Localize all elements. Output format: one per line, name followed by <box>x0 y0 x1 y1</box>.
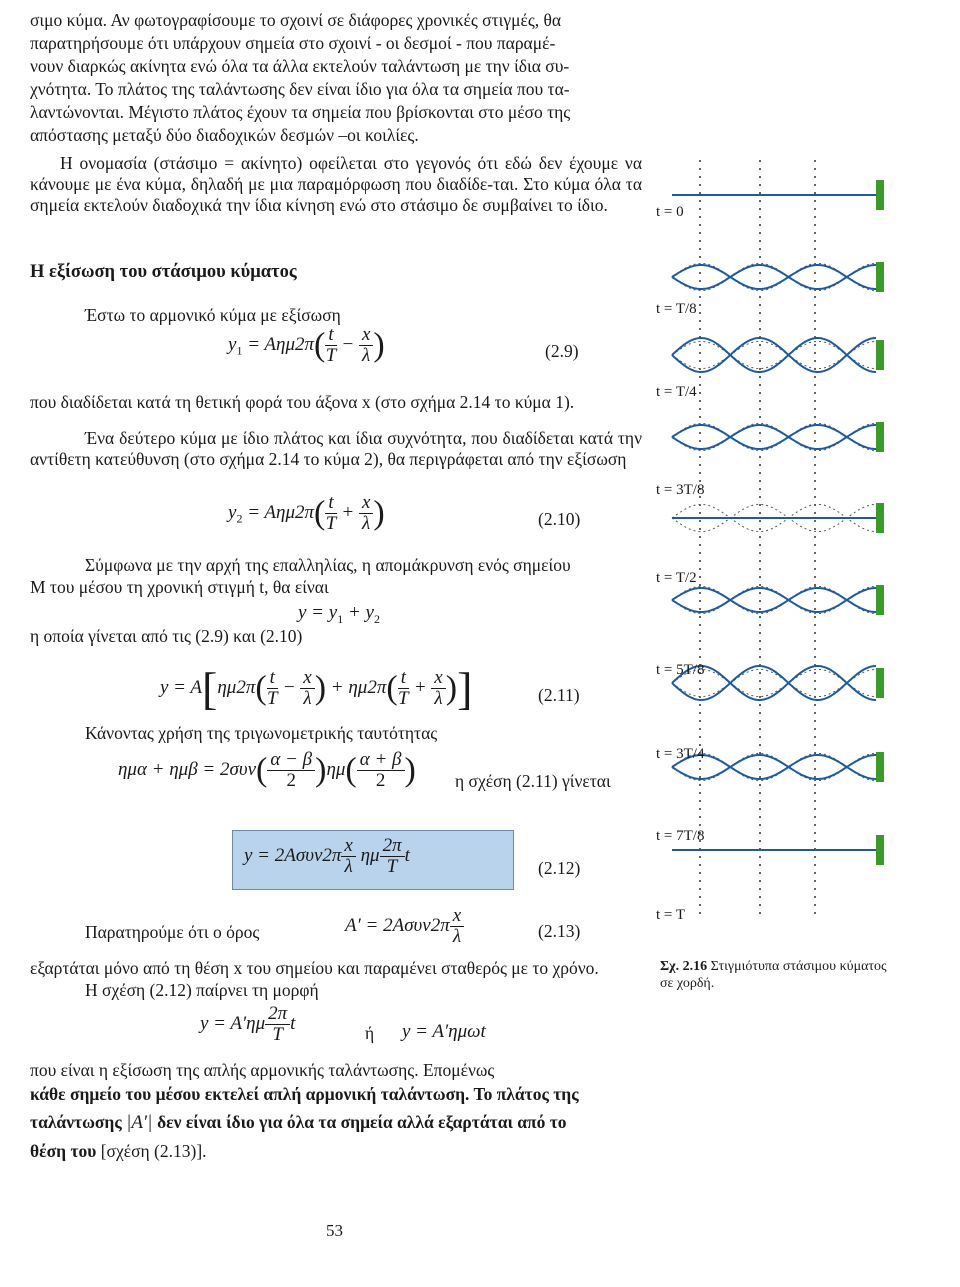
fixed-end-block <box>876 422 884 452</box>
time-label-8: t = T <box>656 907 686 923</box>
equation-2-11: y = A[ημ2π( $\frac{t}{T}$ − $\frac{x}{\lambda}$ ) + ημ2π( $\frac{t}{T}$ + $\frac{x}{\lambda}$ )] <box>160 663 473 714</box>
eq4-number: (2.11) <box>538 685 580 705</box>
eq6-number: (2.12) <box>538 858 581 878</box>
section-heading: Η εξίσωση του στάσιμου κύματος <box>30 262 297 282</box>
time-label-3: t = 3T/8 <box>656 482 705 498</box>
figure-caption <box>660 958 890 992</box>
fixed-end-block <box>876 180 884 210</box>
equation-2-9: $y_1 = A\eta\mu 2\pi$( $\frac{t}{T}$ − $\frac{x}{\lambda}$ ) <box>228 324 385 366</box>
text-superposition: Σύμφωνα με την αρχή της επαλληλίας, η απομάκρυνση ενός σημείου <box>85 555 571 575</box>
time-label-6: t = 3T/4 <box>656 746 705 762</box>
text-from: η οποία γίνεται από τις (2.9) και (2.10) <box>30 626 303 646</box>
intro-line-4: χνότητα. Το πλάτος της ταλάντωσης δεν είναι ίδιο για όλα τα σημεία που τα- <box>30 79 570 99</box>
standing-wave-figure <box>650 150 900 930</box>
equation-trig-identity: ημα + ημβ = 2συν( $\frac{\alpha - \beta}{2}$ )ημ( $\frac{\alpha + \beta}{2}$ ) <box>118 749 416 791</box>
text-positive: που διαδίδεται κατά τη θετική φορά του άξονα x (στο σχήμα 2.14 το κύμα 1). <box>30 392 575 412</box>
text-observe: Παρατηρούμε ότι ο όρος <box>85 922 260 942</box>
fixed-end-block <box>876 340 884 370</box>
eq1-number: (2.9) <box>545 341 579 361</box>
text-let: Έστω το αρμονικό κύμα με εξίσωση <box>85 305 341 325</box>
equation-shm-form: y = A′ημ $\frac{2\pi}{T}$ t <box>200 1003 296 1045</box>
intro-line-3: νουν διαρκώς ακίνητα ενώ όλα τα άλλα εκτελούν ταλάντωση με την ίδια συ- <box>30 56 570 76</box>
intro-line-1: σιμο κύμα. Αν φωτογραφίσουμε το σχοινί σε διάφορες χρονικές στιγμές, θα <box>30 10 562 30</box>
fixed-end-block <box>876 752 884 782</box>
name-paragraph: Η ονομασία (στάσιμο = ακίνητο) οφείλεται στο γεγονός ότι εδώ δεν έχουμε να κάνουμε με ένα κύμα, δηλαδή με μια παραμόρφωση που διαδίδε-ται. Στο κύμα όλα τα σημεία εκτελούν διαδοχικά την ίδια κίνηση ενώ στο στάσιμο δε συμβαίνει το ίδιο. <box>30 153 642 215</box>
equation-sum: $y = y_1 + y_2$ <box>298 602 380 626</box>
equation-shm-omega: y = A′ημωt <box>402 1021 486 1042</box>
text-identity: Κάνοντας χρήση της τριγωνομετρικής ταυτότητας <box>85 723 438 743</box>
fixed-end-block <box>876 585 884 615</box>
text-point-m: Μ του μέσου τη χρονική στιγμή t, θα είναι <box>30 577 329 597</box>
intro-line-6: απόστασης μεταξύ δύο διαδοχικών δεσμών –οι κοιλίες. <box>30 125 419 145</box>
time-label-4: t = T/2 <box>656 570 697 586</box>
intro-line-5: λαντώνονται. Μέγιστο πλάτος έχουν τα σημεία που βρίσκονται στο μέσο της <box>30 102 571 122</box>
text-ref: [σχέση (2.13)]. <box>100 1141 207 1161</box>
text-bold-2: ταλάντωσης |A′| δεν είναι ίδιο για όλα τα σημεία αλλά εξαρτάται από το <box>30 1112 567 1133</box>
fixed-end-block <box>876 835 884 865</box>
text-or: ή <box>365 1023 375 1043</box>
page-number: 53 <box>326 1221 343 1240</box>
text-bold-2a: ταλάντωσης <box>30 1112 122 1132</box>
text-form: Η σχέση (2.12) παίρνει τη μορφή <box>85 980 319 1000</box>
text-bold-3 <box>30 1141 207 1162</box>
equation-2-10: $y_2 = A\eta\mu 2\pi$( $\frac{t}{T}$ + $\frac{x}{\lambda}$ ) <box>228 492 385 534</box>
time-label-7: t = 7T/8 <box>656 828 705 844</box>
time-label-1: t = T/8 <box>656 301 697 317</box>
equation-2-12: y = 2Aσυν2π $\frac{x}{\lambda}$ ημ $\frac{2\pi}{T}$ t <box>244 835 410 877</box>
eq7-number: (2.13) <box>538 921 581 941</box>
figure-caption-text: Στιγμιότυπα στάσιμου κύματος σε χορδή. <box>660 959 887 991</box>
text-bold-1: κάθε σημείο του μέσου εκτελεί απλή αρμονική ταλάντωση. Το πλάτος της <box>30 1084 579 1104</box>
text-second-wave: Ένα δεύτερο κύμα με ίδιο πλάτος και ίδια συχνότητα, που διαδίδεται κατά την αντίθετη κατεύθυνση (στο σχήμα 2.14 το κύμα 2), θα περιγράφεται από την εξίσωση <box>30 428 642 469</box>
fixed-end-block <box>876 668 884 698</box>
intro-line-2: παρατηρήσουμε ότι υπάρχουν σημεία στο σχοινί - οι δεσμοί - που παραμέ- <box>30 33 556 53</box>
text-bold-3a: θέση του <box>30 1141 97 1161</box>
time-label-5: t = 5T/8 <box>656 662 705 678</box>
fixed-end-block <box>876 262 884 292</box>
text-shm-part1: που είναι η εξίσωση της απλής αρμονικής ταλάντωσης. Επομένως <box>30 1060 495 1080</box>
time-label-0: t = 0 <box>656 204 684 220</box>
figure-caption-number: Σχ. 2.16 <box>660 959 708 974</box>
text-becomes: η σχέση (2.11) γίνεται <box>455 771 611 791</box>
equation-2-13: A′ = 2Aσυν2π $\frac{x}{\lambda}$ <box>345 906 464 947</box>
eq2-number: (2.10) <box>538 509 581 529</box>
fixed-end-block <box>876 503 884 533</box>
time-label-2: t = T/4 <box>656 384 697 400</box>
text-bold-2b: δεν είναι ίδιο για όλα τα σημεία αλλά εξαρτάται από το <box>157 1112 567 1132</box>
text-depends: εξαρτάται μόνο από τη θέση x του σημείου και παραμένει σταθερός με το χρόνο. <box>30 958 599 978</box>
